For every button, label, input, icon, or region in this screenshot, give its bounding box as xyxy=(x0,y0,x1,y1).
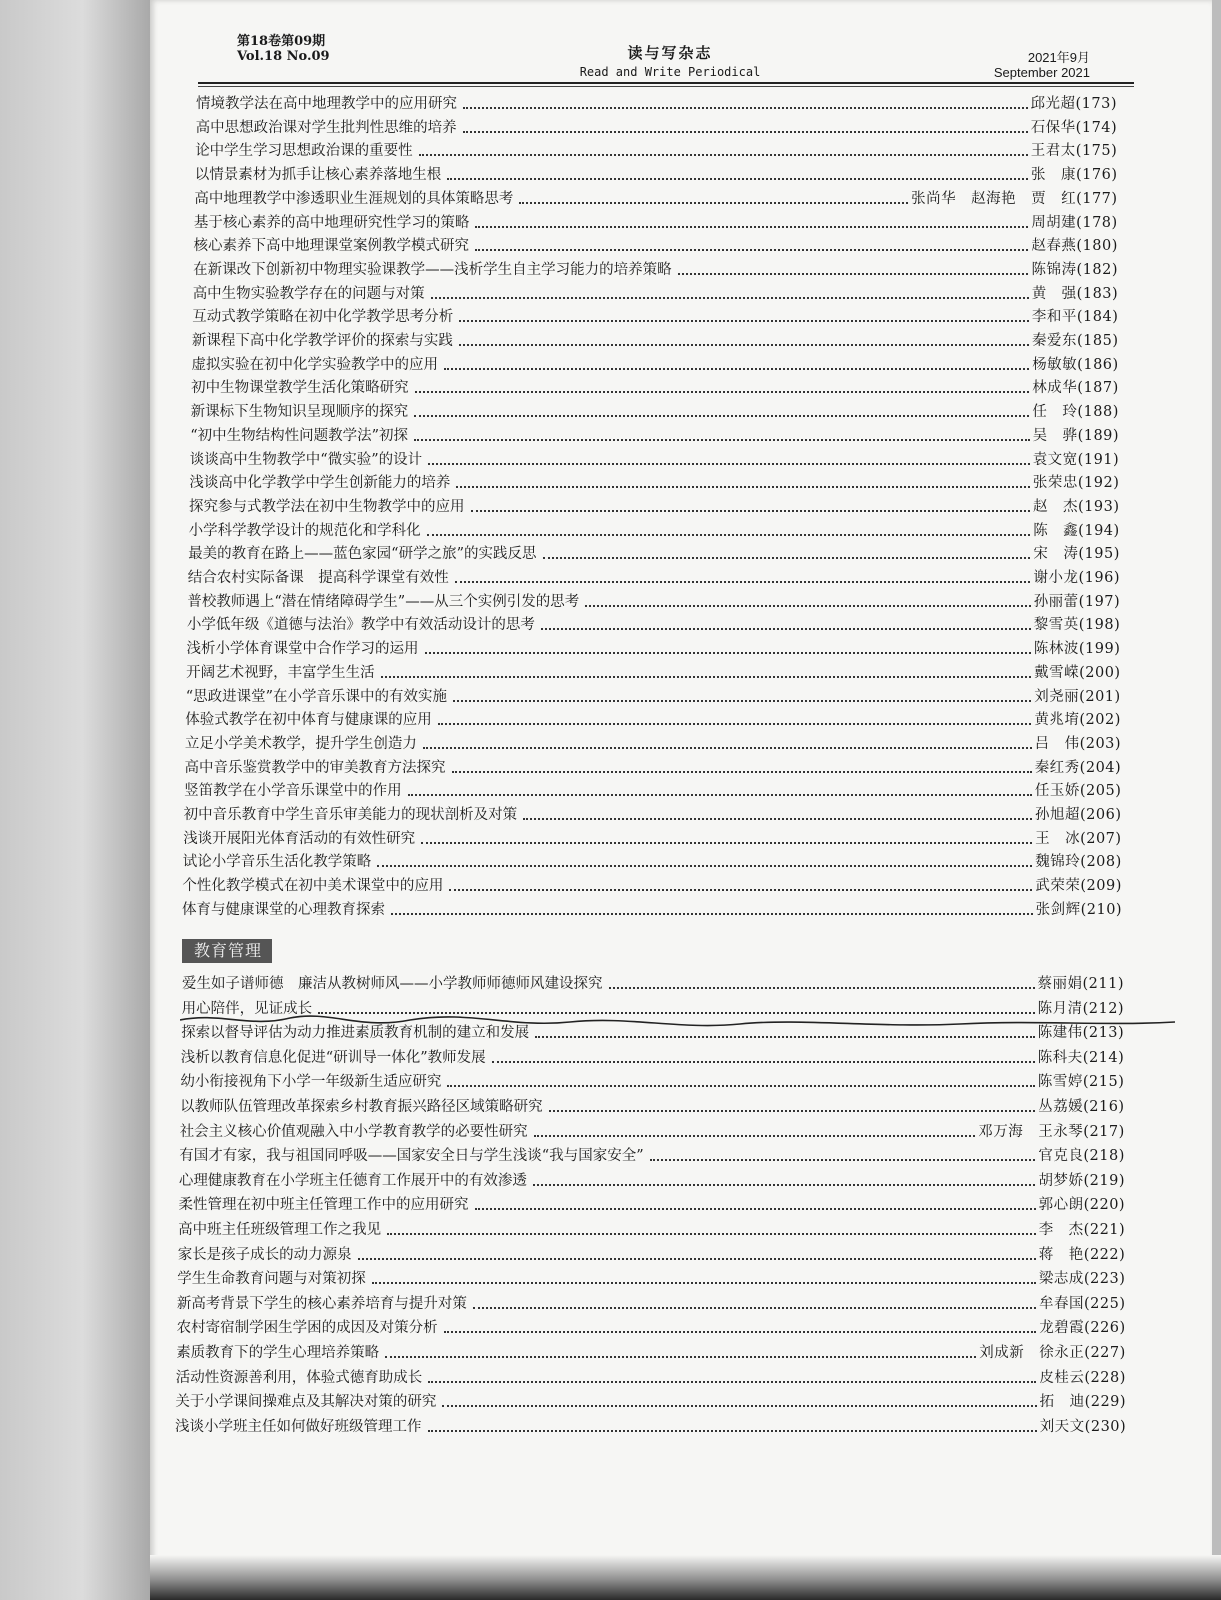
toc-entry xyxy=(189,496,1120,516)
toc-entry-title: “思政进课堂”在小学音乐课中的有效实施 xyxy=(185,688,448,705)
toc-leader-dots xyxy=(444,368,1029,370)
toc-entry xyxy=(179,1194,1126,1214)
section-heading xyxy=(182,939,272,963)
toc-entry-title: 情境教学法在高中地理教学中的应用研究 xyxy=(196,96,457,112)
toc-leader-dots xyxy=(423,747,1032,749)
toc-entry-author-page: 黎雪英(198) xyxy=(1033,617,1121,634)
toc-entry-title: 浅析以教育信息化促进“研训导一体化”教师发展 xyxy=(180,1049,486,1066)
section-heading-label: 教育管理 xyxy=(194,941,263,960)
toc-leader-dots xyxy=(447,178,1028,180)
toc-entry xyxy=(186,686,1121,706)
toc-entry-author-page: 龙碧霞(226) xyxy=(1039,1320,1126,1337)
toc-entry-author-page: 周胡建(178) xyxy=(1031,214,1118,231)
toc-entry xyxy=(191,401,1119,421)
toc-entry-author-page: 吕 伟(203) xyxy=(1034,735,1122,752)
toc-entry-title: 活动性资源善利用，体验式德育助成长 xyxy=(175,1369,423,1386)
toc-entry-title: “初中生物结构性问题教学法”初探 xyxy=(190,427,409,444)
toc-leader-dots xyxy=(385,1356,976,1358)
toc-leader-dots xyxy=(427,534,1031,536)
toc-entry-title: 谈谈高中生物教学中“微实验”的设计 xyxy=(189,451,423,468)
toc-entry-author-page: 石保华(174) xyxy=(1030,119,1118,136)
issue-date-cn: 2021年9月 xyxy=(1027,50,1090,65)
toc-entry-author-page: 蒋 艳(222) xyxy=(1038,1246,1126,1263)
toc-entry xyxy=(187,614,1120,634)
toc-entry xyxy=(195,140,1117,160)
toc-entry xyxy=(191,377,1119,397)
toc-leader-dots xyxy=(543,557,1031,559)
toc-leader-dots xyxy=(471,510,1031,512)
toc-entry-title: 虚拟实验在初中化学实验教学中的应用 xyxy=(191,356,438,373)
toc-leader-dots xyxy=(428,463,1030,465)
toc-entry xyxy=(185,757,1122,777)
toc-entry-title: 竖笛教学在小学音乐课堂中的作用 xyxy=(184,783,402,800)
toc-entry-title: 互动式教学策略在初中化学教学思考分析 xyxy=(192,309,454,326)
toc-leader-dots xyxy=(456,486,1030,488)
toc-entry xyxy=(185,709,1121,729)
toc-entry xyxy=(178,1219,1125,1239)
toc-entry-title: 浅谈开展阳光体育活动的有效性研究 xyxy=(183,830,416,847)
toc-entry-author-page: 任 玲(188) xyxy=(1032,404,1119,421)
toc-entry-title: 有国才有家，我与祖国同呼吸——国家安全日与学生浅谈“我与国家安全” xyxy=(179,1148,644,1165)
scan-margin-left xyxy=(0,0,150,1600)
toc-entry-title: 浅析小学体育课堂中合作学习的运用 xyxy=(186,641,419,658)
toc-leader-dots xyxy=(449,889,1032,891)
toc-leader-dots xyxy=(455,581,1031,583)
toc-entry-title: 新高考背景下学生的核心素养培育与提升对策 xyxy=(176,1295,467,1312)
toc-entry-author-page: 秦爱东(185) xyxy=(1031,333,1119,349)
toc-leader-dots xyxy=(372,1282,1036,1284)
toc-leader-dots xyxy=(541,628,1031,630)
toc-entry-author-page: 陈月清(212) xyxy=(1037,1000,1125,1017)
toc-leader-dots xyxy=(391,913,1033,915)
toc-leader-dots xyxy=(519,202,908,204)
toc-leader-dots xyxy=(381,676,1032,678)
issue-date xyxy=(960,50,1090,80)
toc-leader-dots xyxy=(463,131,1028,133)
toc-leader-dots xyxy=(459,320,1029,322)
toc-entry xyxy=(187,591,1120,611)
toc-entry-title: 用心陪伴，见证成长 xyxy=(181,1000,313,1017)
toc-leader-dots xyxy=(453,700,1031,702)
toc-entry-title: 试论小学音乐生活化教学策略 xyxy=(182,854,372,871)
toc-leader-dots xyxy=(452,771,1032,773)
toc-entry-title: 高中音乐鉴赏教学中的审美教育方法探究 xyxy=(184,759,446,776)
toc-entry xyxy=(189,520,1120,540)
toc-entry-author-page: 孙丽蕾(197) xyxy=(1033,593,1121,610)
toc-entry xyxy=(193,283,1119,303)
toc-leader-dots xyxy=(473,1307,1036,1309)
toc-entry xyxy=(182,973,1124,993)
toc-entry xyxy=(176,1342,1126,1362)
toc-entry xyxy=(175,1416,1126,1436)
toc-entry-author-page: 任玉娇(205) xyxy=(1034,783,1122,800)
toc-entry xyxy=(196,93,1117,113)
toc-entry-author-page: 张荣忠(192) xyxy=(1032,475,1120,492)
toc-leader-dots xyxy=(492,1061,1035,1063)
toc-leader-dots xyxy=(585,605,1030,607)
toc-entry xyxy=(195,164,1118,184)
toc-entry-author-page: 孙旭超(206) xyxy=(1034,807,1122,823)
toc-leader-dots xyxy=(533,1184,1036,1186)
toc-entry-title: 以教师队伍管理改革探索乡村教育振兴路径区域策略研究 xyxy=(180,1099,543,1115)
toc-entry xyxy=(183,828,1121,848)
toc-leader-dots xyxy=(463,107,1028,109)
toc-leader-dots xyxy=(428,1430,1037,1432)
toc-entry-title: 高中生物实验教学存在的问题与对策 xyxy=(192,285,425,302)
toc-entry-title: 小学科学教学设计的规范化和学科化 xyxy=(188,522,421,539)
toc-entry xyxy=(177,1293,1126,1313)
toc-entry-author-page: 谢小龙(196) xyxy=(1033,570,1120,586)
toc-leader-dots xyxy=(475,249,1028,251)
toc-entry-title: 立足小学美术教学，提升学生创造力 xyxy=(184,735,417,752)
toc-entry xyxy=(177,1317,1126,1337)
toc-entry-author-page: 杨敏敏(186) xyxy=(1032,356,1119,373)
toc-leader-dots xyxy=(408,794,1032,796)
toc-entry-title: 素质教育下的学生心理培养策略 xyxy=(176,1345,380,1361)
toc-entry xyxy=(192,306,1118,326)
volume-info xyxy=(237,34,330,64)
toc-entry-title: 初中音乐教育中学生音乐审美能力的现状剖析及对策 xyxy=(183,807,518,823)
toc-entry-title: 体验式教学在初中体育与健康课的应用 xyxy=(185,712,432,729)
journal-title-cn: 读与写杂志 xyxy=(627,44,713,62)
toc-entry xyxy=(193,259,1118,279)
toc-entry-title: 初中生物课堂教学生活化策略研究 xyxy=(191,380,409,397)
toc-entry-author-page: 宋 涛(195) xyxy=(1033,546,1120,563)
toc-entry xyxy=(192,354,1119,374)
toc-entry-title: 小学低年级《道德与法治》教学中有效活动设计的思考 xyxy=(186,617,535,634)
toc-entry xyxy=(175,1391,1126,1411)
toc-leader-dots xyxy=(428,1381,1036,1383)
toc-entry-author-page: 陈 鑫(194) xyxy=(1033,522,1120,539)
toc-entry-title: 论中学生学习思想政治课的重要性 xyxy=(195,143,413,160)
toc-entry-title: 最美的教育在路上——蓝色家园“研学之旅”的实践反思 xyxy=(188,546,537,563)
toc-entry xyxy=(188,567,1120,587)
toc-leader-dots xyxy=(414,415,1029,417)
toc-entry-title: 开阔艺术视野，丰富学生生活 xyxy=(186,664,375,681)
toc-entry-title: 个性化教学模式在初中美术课堂中的应用 xyxy=(182,878,444,895)
toc-entry xyxy=(184,804,1122,824)
scan-margin-right xyxy=(1212,0,1221,1600)
toc-entry-title: 浅谈小学班主任如何做好班级管理工作 xyxy=(175,1418,422,1435)
toc-entry-author-page: 牟春国(225) xyxy=(1038,1295,1126,1312)
toc-entry-author-page: 梁志成(223) xyxy=(1038,1271,1126,1288)
toc-leader-dots xyxy=(421,842,1032,844)
toc-entry-author-page: 戴雪嵘(200) xyxy=(1034,664,1121,681)
toc-leader-dots xyxy=(549,1110,1036,1112)
toc-entry-title: 浅谈高中化学教学中学生创新能力的培养 xyxy=(189,475,451,492)
toc-entry-author-page: 王 冰(207) xyxy=(1035,830,1122,847)
toc-entry-title: 爱生如子谱师德 廉洁从教树师风——小学教师师德师风建设探究 xyxy=(182,976,603,992)
toc-entry-author-page: 李 杰(221) xyxy=(1038,1222,1126,1238)
toc-leader-dots xyxy=(523,818,1032,820)
toc-entry-title: 社会主义核心价值观融入中小学教育教学的必要性研究 xyxy=(179,1123,528,1140)
toc-entry-title: 在新课改下创新初中物理实验课教学——浅析学生自主学习能力的培养策略 xyxy=(193,261,672,278)
header-rule xyxy=(198,82,1134,84)
toc-entry-author-page: 武荣荣(209) xyxy=(1035,878,1122,895)
toc-leader-dots xyxy=(431,297,1029,299)
toc-entry-title: 家长是孩子成长的动力源泉 xyxy=(177,1246,352,1263)
toc-entry-title: 普校教师遇上“潜在情绪障碍学生”——从三个实例引发的思考 xyxy=(187,593,580,610)
toc-entry xyxy=(184,780,1121,800)
toc-entry-title: 农村寄宿制学困生学困的成因及对策分析 xyxy=(176,1320,438,1337)
journal-title xyxy=(560,42,780,79)
toc-leader-dots xyxy=(442,1405,1036,1407)
toc-entry-title: 高中班主任班级管理工作之我见 xyxy=(178,1222,382,1238)
toc-leader-dots xyxy=(377,865,1032,867)
toc-entry-author-page: 邱光超(173) xyxy=(1030,96,1117,112)
toc-entry-author-page: 丛荔媛(216) xyxy=(1038,1099,1125,1115)
toc-leader-dots xyxy=(358,1258,1036,1260)
toc-entry xyxy=(194,188,1117,208)
toc-entry-author-page: 赵春燕(180) xyxy=(1031,238,1118,255)
toc-entry xyxy=(181,1047,1125,1067)
scan-margin-bottom xyxy=(150,1555,1221,1600)
toc-entry-author-page: 秦红秀(204) xyxy=(1034,759,1122,776)
toc-entry-author-page: 陈锦涛(182) xyxy=(1031,261,1118,278)
toc-leader-dots xyxy=(475,1208,1036,1210)
pen-underline-mark xyxy=(180,1008,1175,1038)
toc-entry xyxy=(183,851,1122,871)
toc-entry-author-page: 李和平(184) xyxy=(1031,309,1119,326)
toc-entry xyxy=(194,212,1118,232)
toc-entry-author-page: 张尚华 赵海艳 贾 红(177) xyxy=(911,190,1118,207)
toc-leader-dots xyxy=(475,226,1028,228)
toc-entry-author-page: 赵 杰(193) xyxy=(1033,498,1120,515)
toc-entry-author-page: 陈林波(199) xyxy=(1033,641,1121,658)
toc-entry xyxy=(196,117,1118,137)
toc-leader-dots xyxy=(425,652,1031,654)
volume-en: Vol.18 No.09 xyxy=(237,49,330,64)
toc-entry xyxy=(180,1121,1125,1141)
toc-entry xyxy=(190,425,1119,445)
volume-cn: 第18卷第09期 xyxy=(237,34,326,49)
toc-entry-author-page: 陈科夫(214) xyxy=(1037,1049,1125,1066)
toc-entry-author-page: 张剑辉(210) xyxy=(1035,901,1123,918)
journal-title-en: Read and Write Periodical xyxy=(579,65,761,79)
toc-leader-dots xyxy=(419,154,1028,156)
toc-leader-dots xyxy=(438,723,1032,725)
toc-entry xyxy=(194,235,1118,255)
toc-entry xyxy=(180,1071,1124,1091)
toc-entry-title: 高中地理教学中渗透职业生涯规划的具体策略思考 xyxy=(194,190,514,207)
header-rule-thin xyxy=(198,86,1134,87)
toc-entry-title: 基于核心素养的高中地理研究性学习的策略 xyxy=(193,214,470,231)
toc-leader-dots xyxy=(534,1135,976,1137)
toc-leader-dots xyxy=(415,391,1030,393)
toc-entry xyxy=(192,330,1119,350)
toc-entry-title: 体育与健康课堂的心理教育探索 xyxy=(182,901,385,918)
toc-entry xyxy=(179,1145,1125,1165)
toc-leader-dots xyxy=(650,1159,1036,1161)
toc-entry-author-page: 吴 骅(189) xyxy=(1032,427,1120,444)
toc-entry-author-page: 魏锦玲(208) xyxy=(1035,854,1122,871)
issue-date-en: September 2021 xyxy=(993,65,1090,80)
toc-entry-title: 探索以督导评估为动力推进素质教育机制的建立和发展 xyxy=(181,1025,530,1042)
toc-entry xyxy=(189,472,1119,492)
toc-entry-title: 探究参与式教学法在初中生物教学中的应用 xyxy=(189,498,465,515)
toc-leader-dots xyxy=(414,439,1030,441)
toc-entry xyxy=(177,1268,1125,1288)
toc-entry-author-page: 黄 强(183) xyxy=(1031,285,1119,302)
toc-entry-author-page: 刘成新 徐永正(227) xyxy=(979,1345,1126,1361)
toc-entry-author-page: 陈雪婷(215) xyxy=(1037,1074,1125,1091)
toc-entry-author-page: 刘尧丽(201) xyxy=(1034,688,1121,705)
toc-entry-author-page: 官克良(218) xyxy=(1038,1148,1125,1165)
toc-entry xyxy=(185,733,1121,753)
toc-entry xyxy=(190,449,1119,469)
toc-entry-title: 新课程下高中化学教学评价的探索与实践 xyxy=(191,333,453,349)
toc-entry-author-page: 皮桂云(228) xyxy=(1039,1369,1126,1386)
toc-leader-dots xyxy=(678,273,1029,275)
toc-leader-dots xyxy=(387,1233,1036,1235)
toc-entry-title: 高中思想政治课对学生批判性思维的培养 xyxy=(195,119,457,136)
toc-entry xyxy=(178,1244,1126,1264)
toc-entry xyxy=(180,1096,1125,1116)
toc-entry-title: 结合农村实际备课 提高科学课堂有效性 xyxy=(187,570,449,586)
toc-leader-dots xyxy=(447,1085,1035,1087)
toc-entry-title: 新课标下生物知识呈现顺序的探究 xyxy=(190,404,409,421)
toc-entry-title: 柔性管理在初中班主任管理工作中的应用研究 xyxy=(178,1197,469,1214)
toc-leader-dots xyxy=(444,1331,1037,1333)
toc-entry-title: 学生生命教育问题与对策初探 xyxy=(177,1271,366,1288)
toc-entry-title: 以情景素材为抓手让核心素养落地生根 xyxy=(194,167,442,184)
toc-entry-author-page: 袁文宽(191) xyxy=(1032,451,1120,468)
toc-entry-author-page: 拓 迪(229) xyxy=(1039,1394,1127,1411)
toc-entry-author-page: 刘天文(230) xyxy=(1039,1418,1127,1435)
toc-entry-author-page: 张 康(176) xyxy=(1030,167,1118,184)
toc-entry-title: 核心素养下高中地理课堂案例教学模式研究 xyxy=(193,238,469,255)
toc-entry-title: 幼小衔接视角下小学一年级新生适应研究 xyxy=(180,1074,442,1091)
toc-entry xyxy=(182,875,1122,895)
toc-entry xyxy=(186,662,1121,682)
toc-entry xyxy=(187,638,1121,658)
toc-entry xyxy=(179,1170,1125,1190)
toc-leader-dots xyxy=(609,987,1035,989)
toc-entry-author-page: 王君太(175) xyxy=(1030,143,1118,160)
toc-entry-author-page: 郭心朗(220) xyxy=(1038,1197,1126,1214)
toc-entry-author-page: 蔡丽娟(211) xyxy=(1037,976,1124,992)
toc-entry xyxy=(176,1367,1126,1387)
toc-entry xyxy=(188,543,1120,563)
toc-entry-author-page: 陈建伟(213) xyxy=(1037,1025,1125,1042)
toc-entry-author-page: 胡梦娇(219) xyxy=(1038,1172,1125,1189)
toc-entry-author-page: 邓万海 王永琴(217) xyxy=(978,1123,1125,1140)
toc-entry xyxy=(182,899,1122,919)
toc-entry-title: 关于小学课间操难点及其解决对策的研究 xyxy=(175,1394,437,1411)
toc-entry-author-page: 黄兆堉(202) xyxy=(1034,712,1121,729)
toc-entry-title: 心理健康教育在小学班主任德育工作展开中的有效渗透 xyxy=(178,1172,527,1189)
toc-entry-author-page: 林成华(187) xyxy=(1032,380,1119,397)
toc-leader-dots xyxy=(459,344,1029,346)
